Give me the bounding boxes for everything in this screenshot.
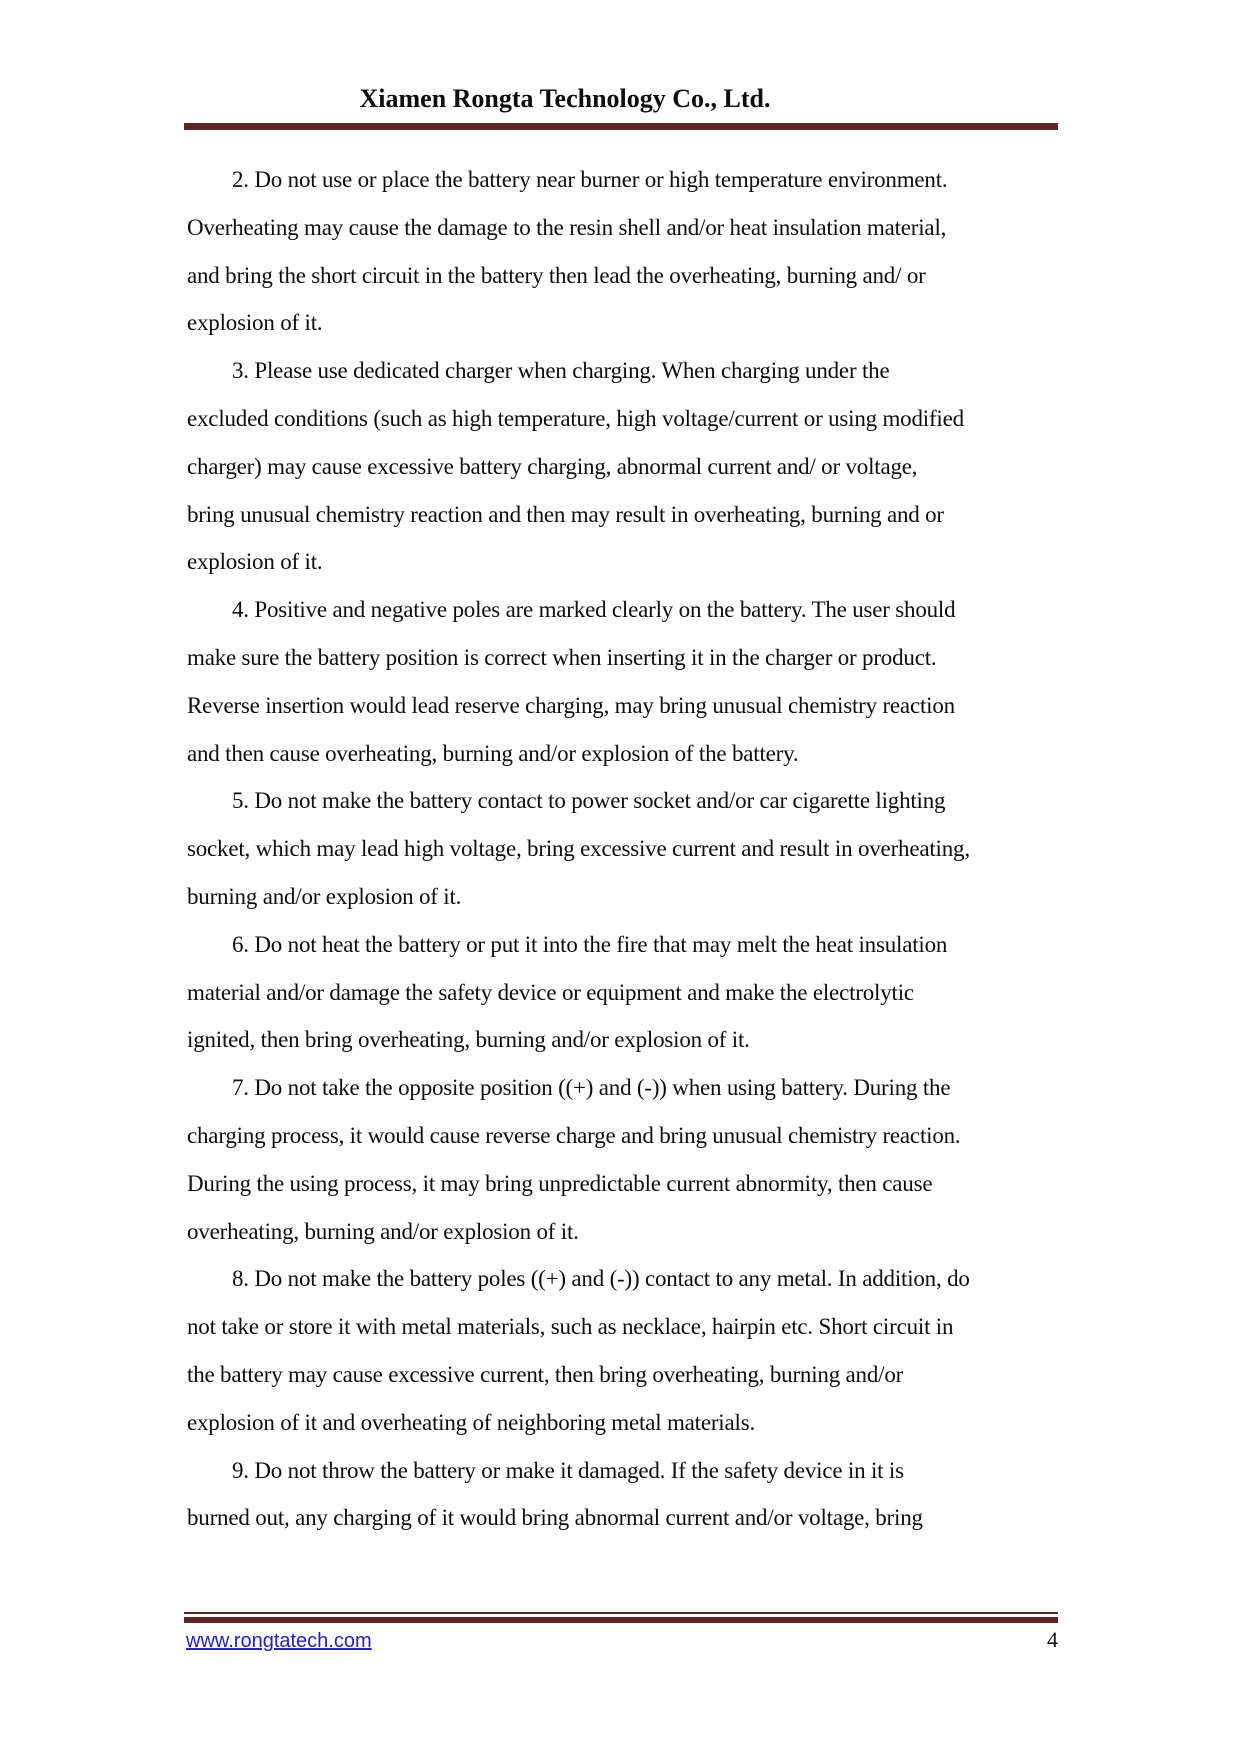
text-line: bring unusual chemistry reaction and then may result in overheating, burning and or [187, 501, 944, 527]
paragraph-3 [187, 347, 1077, 586]
text-line: Reverse insertion would lead reserve charging, may bring unusual chemistry reaction [187, 692, 955, 718]
text-line: overheating, burning and/or explosion of it. [187, 1218, 579, 1244]
text-line: the battery may cause excessive current, then bring overheating, burning and/or [187, 1361, 904, 1387]
page-number: 4 [1047, 1627, 1058, 1652]
paragraph-4 [187, 586, 1077, 777]
text-line: explosion of it and overheating of neighboring metal materials. [187, 1409, 755, 1435]
text-line: and bring the short circuit in the battery then lead the overheating, burning and/ or [187, 262, 926, 288]
text-line: 5. Do not make the battery contact to power socket and/or car cigarette lighting [232, 788, 946, 814]
header-rule [184, 123, 1058, 130]
text-line: ignited, then bring overheating, burning and/or explosion of it. [187, 1027, 750, 1053]
paragraph-9 [187, 1447, 1077, 1543]
text-line: excluded conditions (such as high temperature, high voltage/current or using modified [187, 405, 964, 431]
paragraph-6 [187, 921, 1077, 1064]
text-line: make sure the battery position is correct when inserting it in the charger or product. [187, 644, 937, 670]
text-line: explosion of it. [187, 549, 323, 575]
text-line: socket, which may lead high voltage, bring excessive current and result in overheating, [187, 836, 970, 862]
text-line: 7. Do not take the opposite position ((+) and (-)) when using battery. During the [232, 1075, 951, 1101]
text-line: charger) may cause excessive battery charging, abnormal current and/ or voltage, [187, 453, 918, 479]
text-line: During the using process, it may bring unpredictable current abnormity, then cause [187, 1170, 933, 1196]
paragraph-8 [187, 1255, 1077, 1446]
text-line: not take or store it with metal materials, such as necklace, hairpin etc. Short circuit in [187, 1314, 954, 1340]
text-line: burned out, any charging of it would bring abnormal current and/or voltage, bring [187, 1505, 923, 1531]
text-line: 2. Do not use or place the battery near burner or high temperature environment. [232, 167, 948, 192]
paragraph-7 [187, 1064, 1077, 1255]
text-line: 8. Do not make the battery poles ((+) and (-)) contact to any metal. In addition, do [232, 1266, 970, 1292]
text-line: charging process, it would cause reverse charge and bring unusual chemistry reaction. [187, 1122, 961, 1148]
text-line: Overheating may cause the damage to the resin shell and/or heat insulation material, [187, 214, 947, 240]
text-line: 9. Do not throw the battery or make it damaged. If the safety device in it is [232, 1457, 904, 1483]
text-line: 4. Positive and negative poles are marked clearly on the battery. The user should [232, 597, 956, 623]
paragraph-2 [187, 156, 1077, 347]
footer-rule-thick [184, 1617, 1058, 1623]
text-line: 6. Do not heat the battery or put it into the fire that may melt the heat insulation [232, 931, 948, 957]
footer-website-link[interactable]: www.rongtatech.com [186, 1630, 372, 1652]
paragraph-5 [187, 777, 1077, 920]
page-title: Xiamen Rongta Technology Co., Ltd. [359, 84, 771, 113]
text-line: burning and/or explosion of it. [187, 883, 462, 909]
text-line: and then cause overheating, burning and/or explosion of the battery. [187, 740, 799, 766]
footer-rule-thin [184, 1612, 1058, 1614]
body-text [187, 156, 1077, 1542]
text-line: explosion of it. [187, 310, 323, 336]
text-line: 3. Please use dedicated charger when charging. When charging under the [232, 358, 890, 384]
text-line: material and/or damage the safety device or equipment and make the electrolytic [187, 979, 914, 1005]
